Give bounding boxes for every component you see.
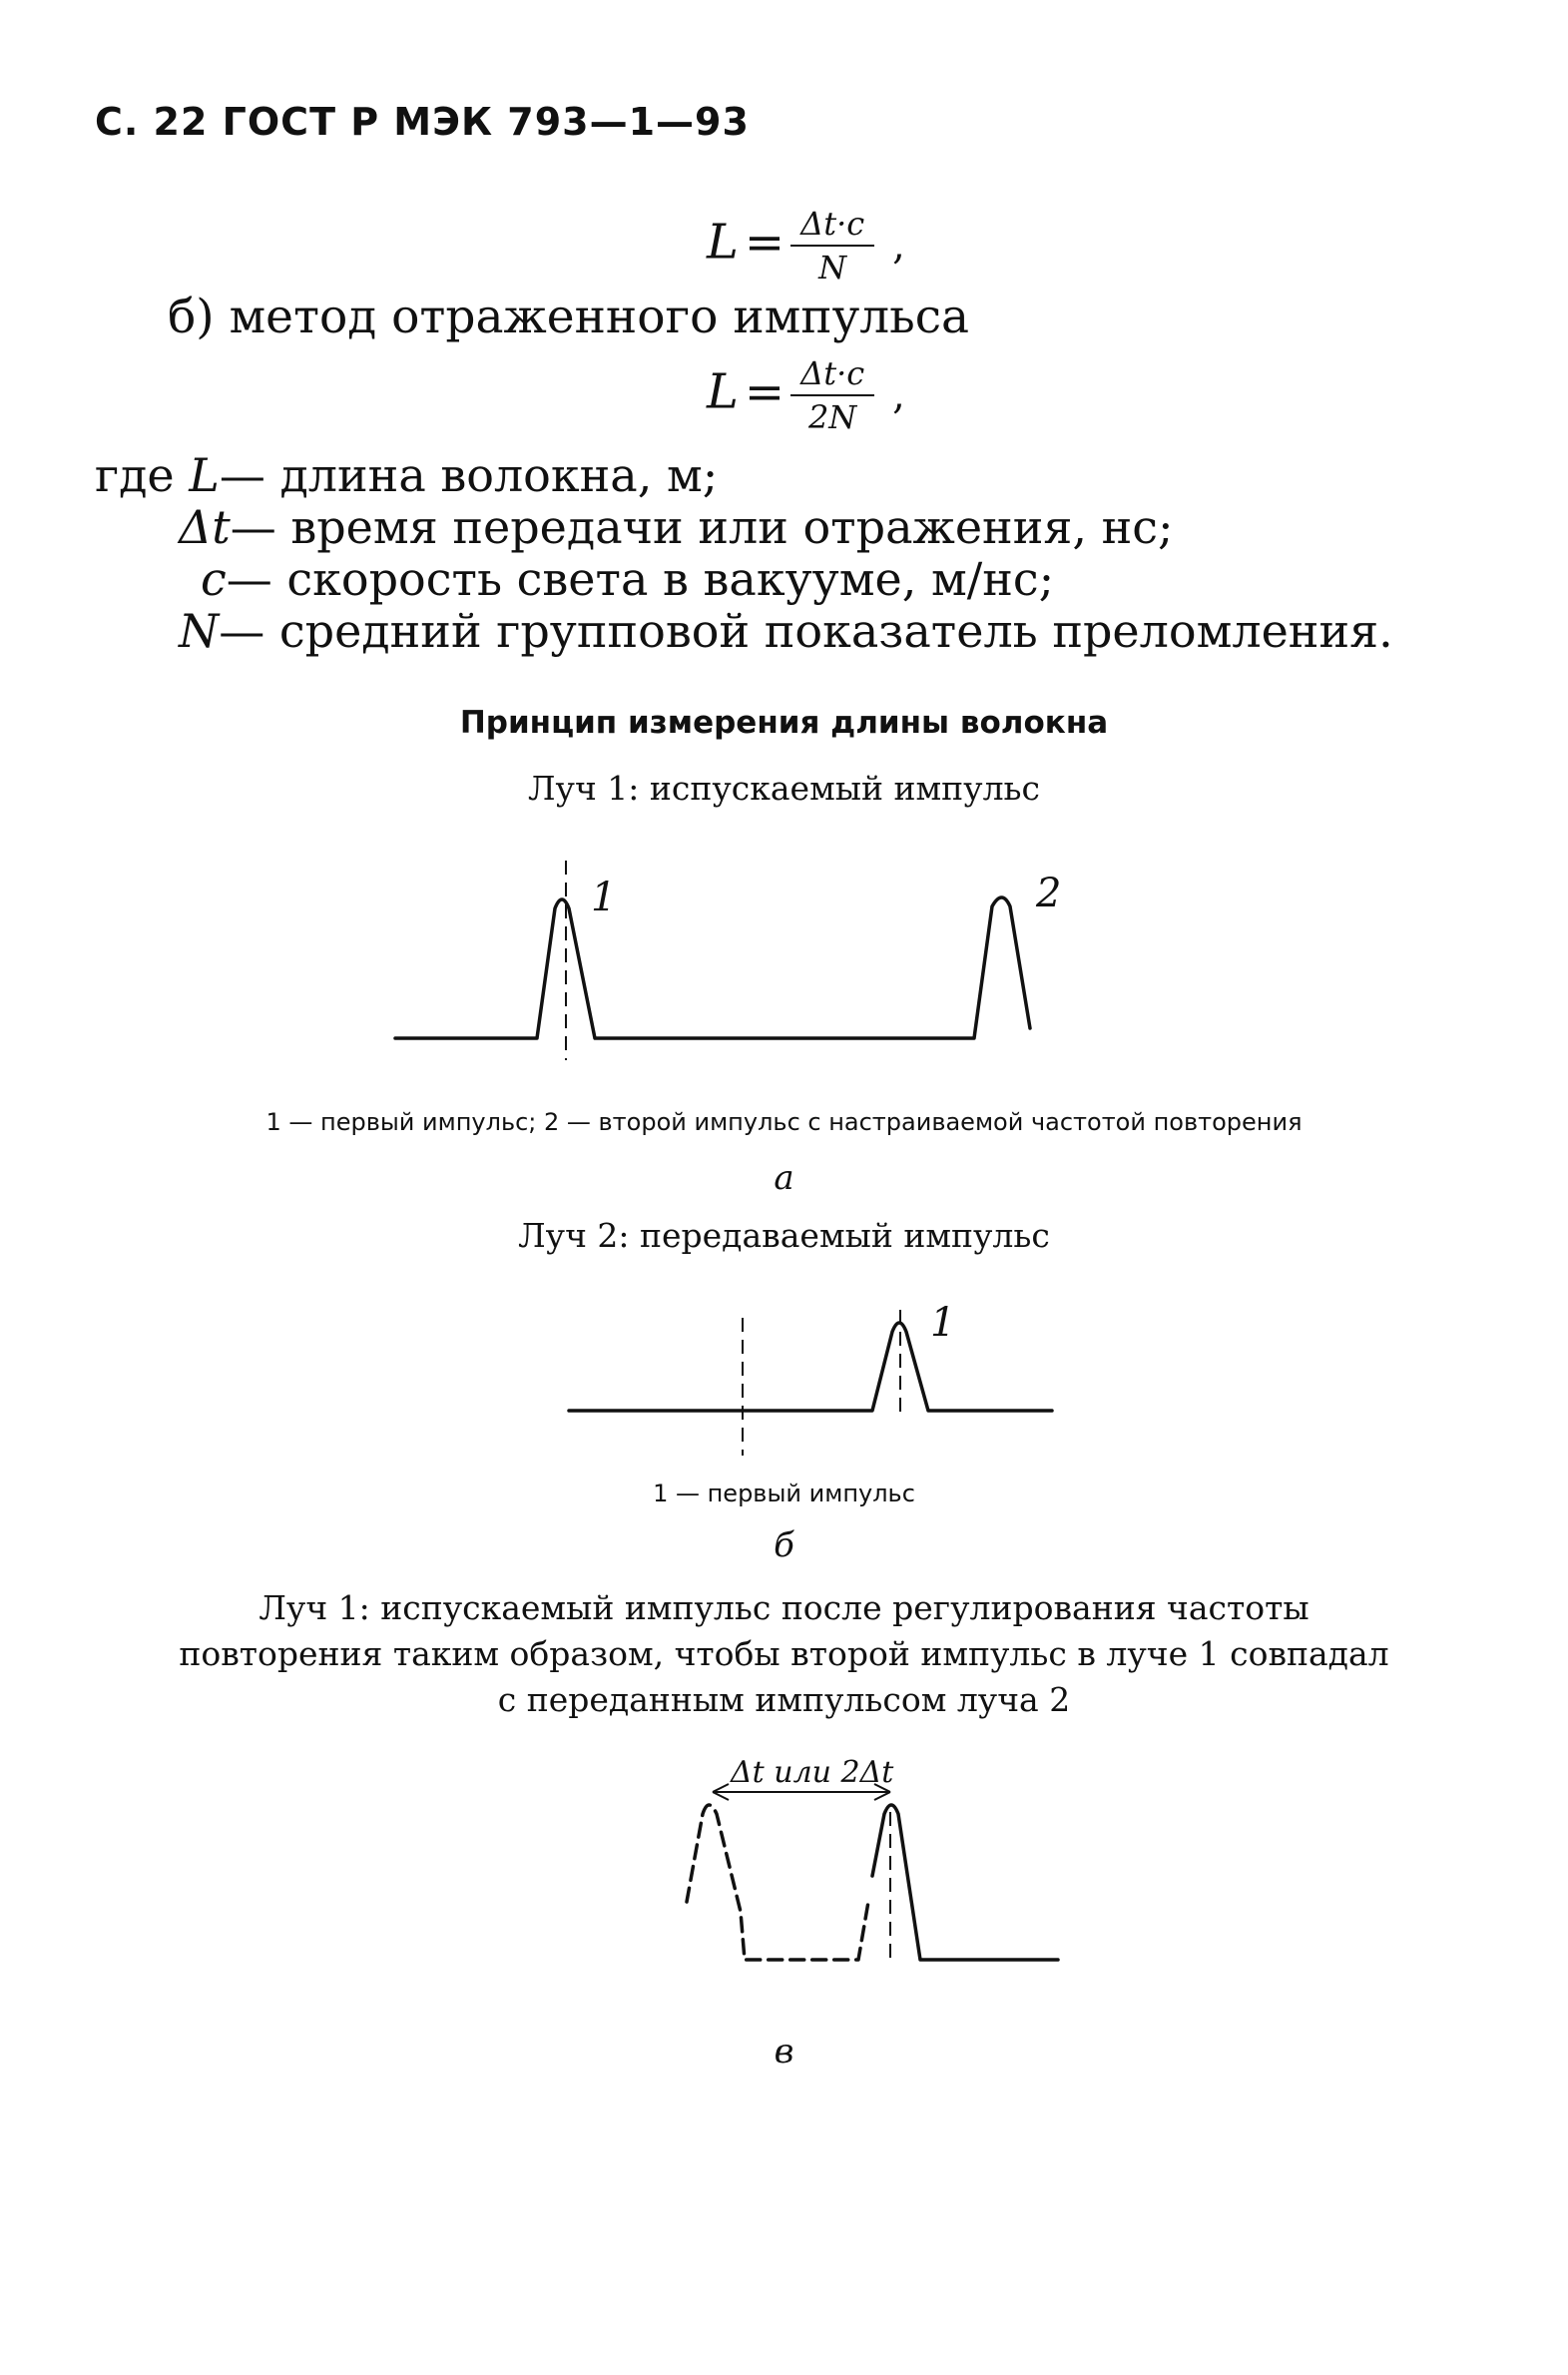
formula-denominator: N: [818, 249, 847, 287]
formula-comma: ,: [892, 371, 905, 418]
definition-text: — скорость света в вакууме, м/нс;: [226, 552, 1055, 606]
panel-b-diagram: [559, 1288, 1078, 1468]
formula-fraction: [790, 354, 874, 436]
definition-row: [179, 604, 1393, 658]
panel-a-diagram: [379, 849, 1098, 1078]
panel-a-heading: Луч 1: испускаемый импульс: [528, 769, 1040, 808]
definition-row: [95, 448, 719, 502]
panel-b-letter: б: [774, 1525, 794, 1565]
formula-equals: =: [744, 214, 785, 271]
panel-a-letter: а: [774, 1158, 794, 1198]
definition-symbol: c: [201, 552, 227, 606]
pulse-2-label: 2: [1036, 871, 1062, 916]
pulse-1-label: 1: [591, 875, 617, 920]
definition-symbol: L: [189, 448, 220, 502]
formula-denominator: 2N: [807, 398, 857, 436]
panel-c-heading-line: Луч 1: испускаемый импульс после регулирования частоты: [259, 1588, 1309, 1627]
formula-numerator: Δt·c: [790, 354, 874, 396]
method-reflected-pulse: б) метод отраженного импульса: [168, 290, 970, 344]
panel-b-heading: Луч 2: передаваемый импульс: [518, 1216, 1050, 1255]
panel-c-letter: в: [774, 2032, 794, 2072]
definition-text: — длина волокна, м;: [219, 448, 719, 502]
formula-reflection: [707, 354, 905, 436]
pulse-trace-a: [395, 897, 1030, 1038]
definition-text: — время передачи или отражения, нс;: [230, 500, 1174, 554]
formula-equals: =: [744, 363, 785, 420]
pulse-trace-b: [569, 1323, 1052, 1411]
formula-numerator: Δt·c: [790, 205, 874, 247]
definition-symbol: N: [179, 604, 220, 658]
dimension-label: Δt или 2Δt: [731, 1755, 894, 1790]
definition-row: [201, 552, 1055, 606]
formula-comma: ,: [892, 222, 905, 269]
formula-fraction: [790, 205, 874, 287]
definitions-lead: где: [95, 448, 175, 502]
panel-c-heading: [0, 1585, 1568, 1723]
definition-text: — средний групповой показатель преломления.: [219, 604, 1393, 658]
panel-c-heading-line: с переданным импульсом луча 2: [497, 1680, 1071, 1719]
page-header: С. 22 ГОСТ Р МЭК 793—1—93: [95, 100, 750, 144]
pulse-trace-c-before: [687, 1805, 868, 1960]
formula-lhs: L: [707, 363, 739, 420]
panel-b-caption: 1 — первый импульс: [653, 1480, 915, 1507]
figure-title: Принцип измерения длины волокна: [459, 705, 1109, 741]
panel-c-heading-line: повторения таким образом, чтобы второй импульс в луче 1 совпадал: [179, 1634, 1389, 1673]
definition-row: [179, 500, 1174, 554]
panel-a-caption: 1 — первый импульс; 2 — второй импульс с настраиваемой частотой повторения: [265, 1108, 1303, 1136]
pulse-1-label: 1: [930, 1300, 956, 1346]
formula-transmission: [707, 205, 905, 287]
formula-lhs: L: [707, 214, 739, 271]
panel-c-diagram: [669, 1752, 1088, 1982]
pulse-trace-c-after: [872, 1805, 1058, 1960]
definition-symbol: Δt: [179, 500, 231, 554]
